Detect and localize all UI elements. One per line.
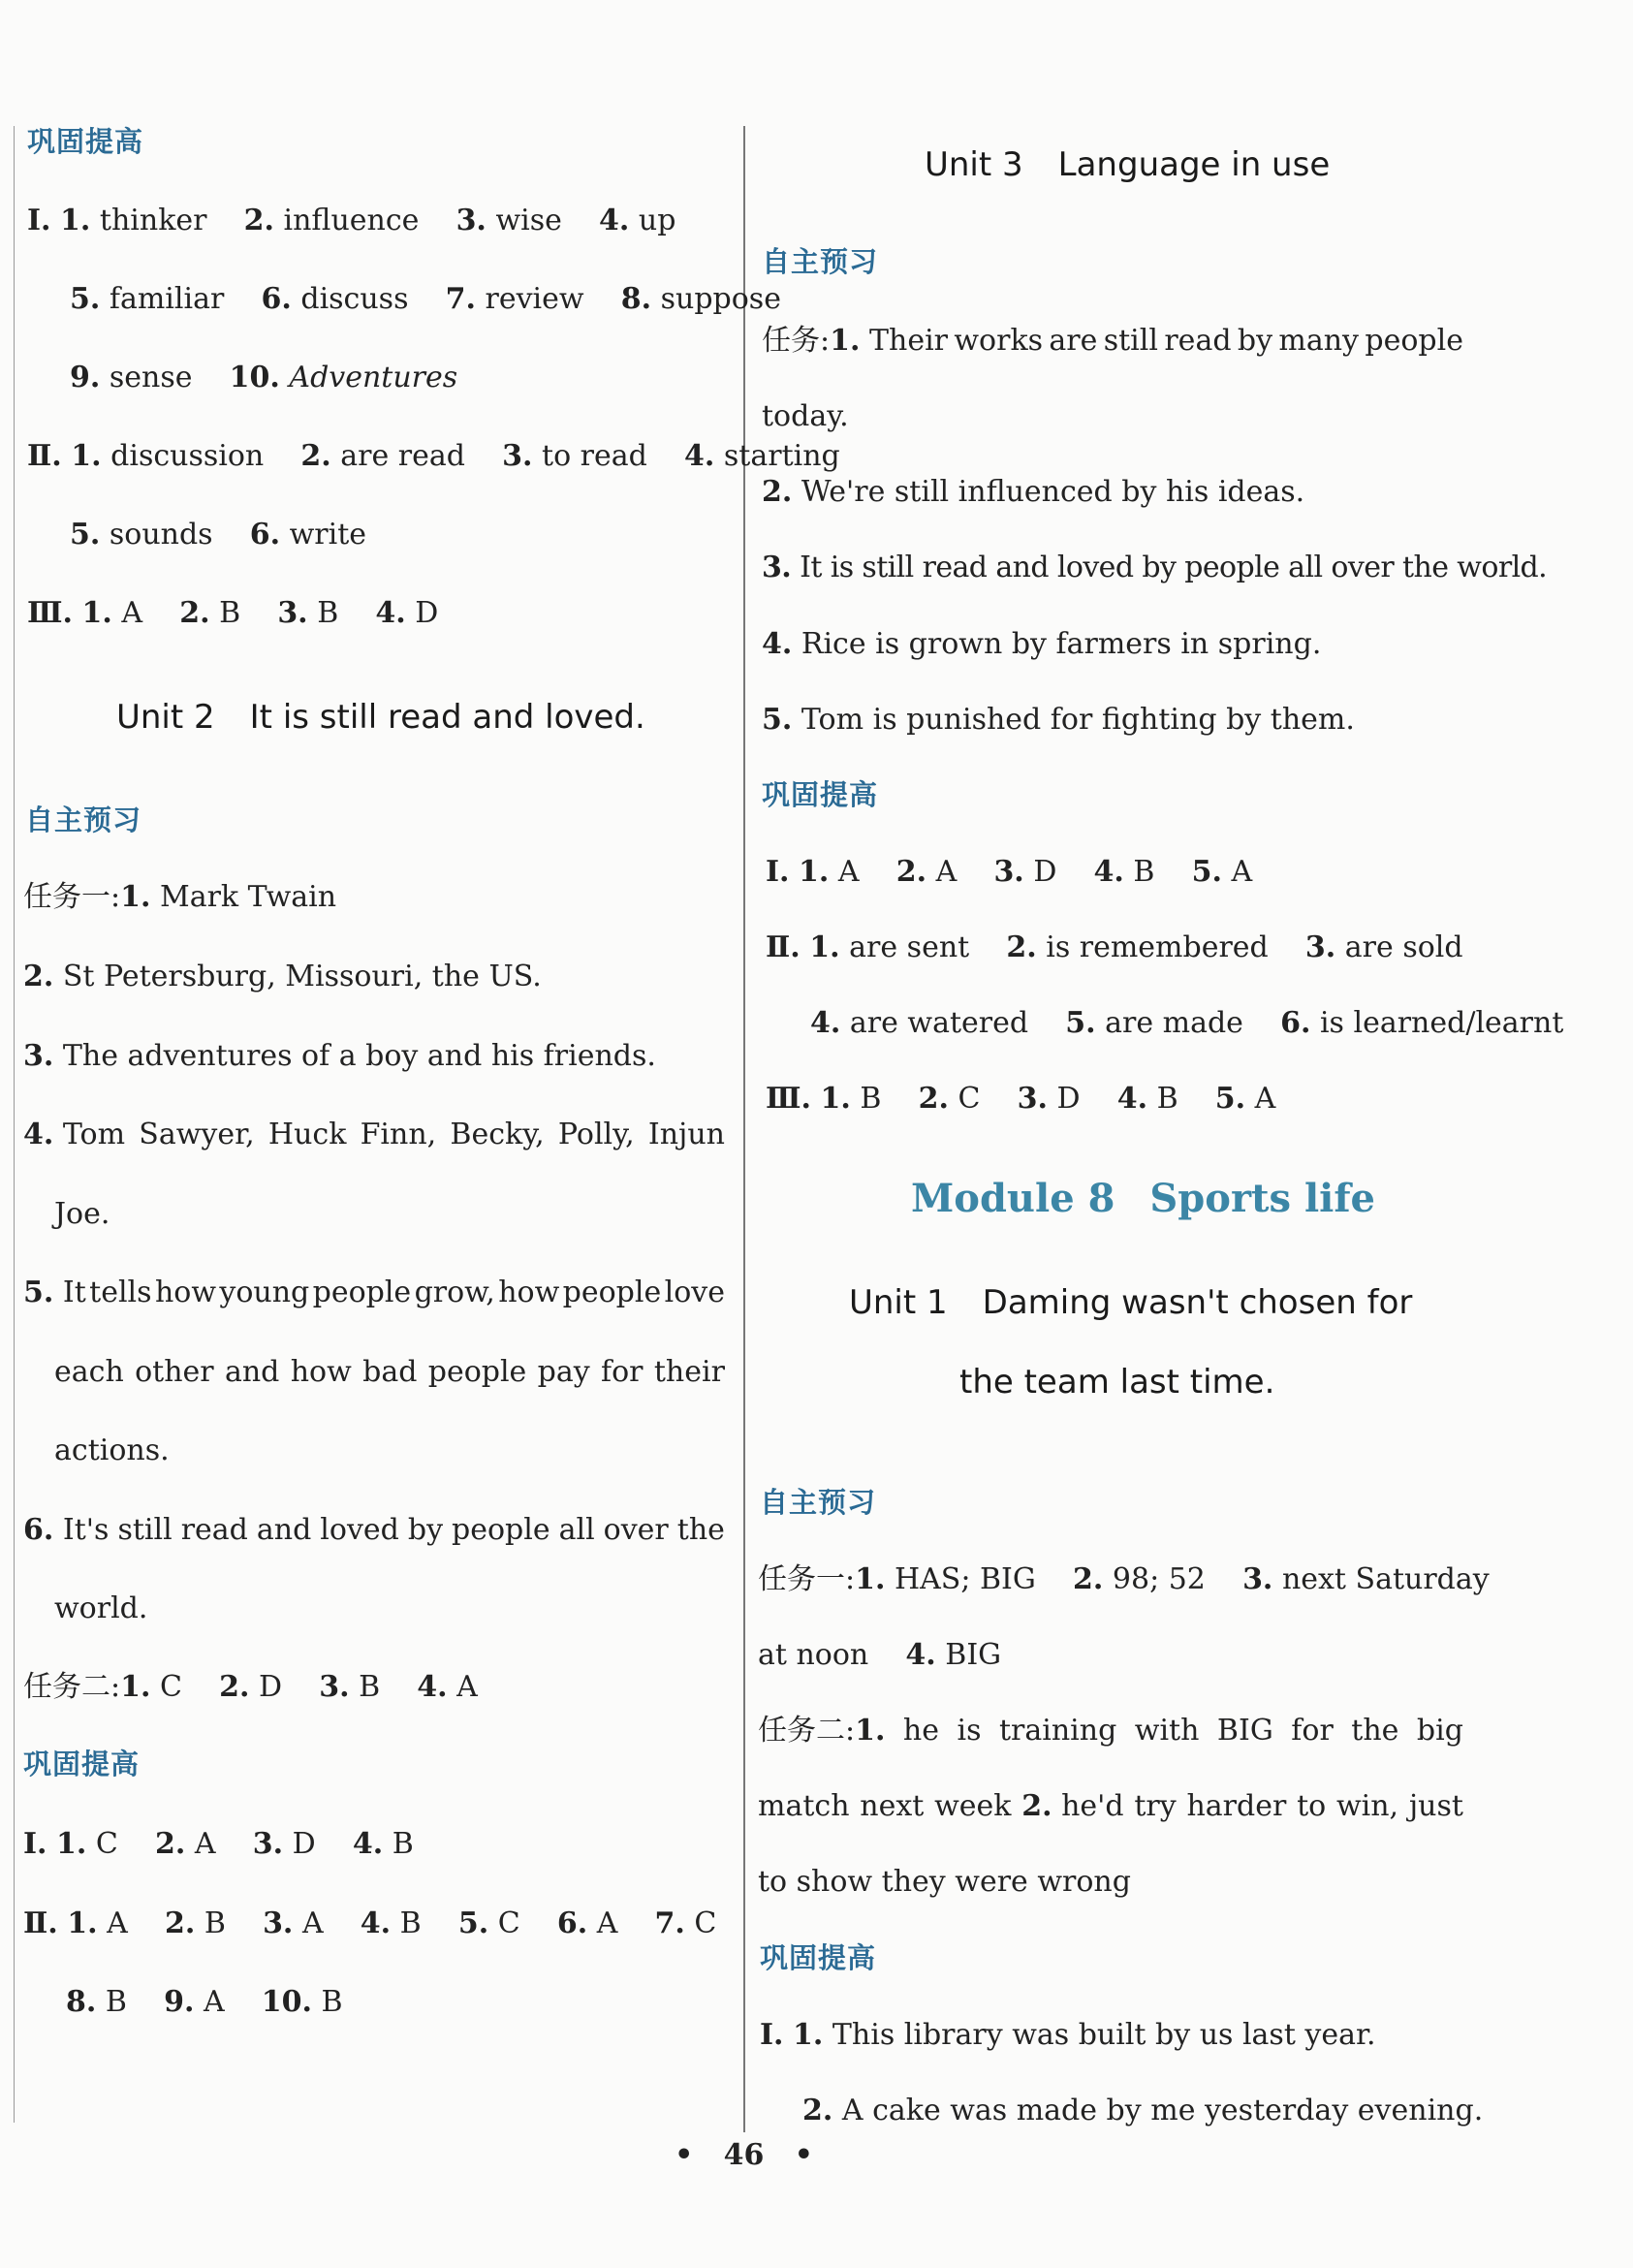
answer-line: Ⅱ. 1. A 2. B 3. A 4. B 5. C 6. A 7. C xyxy=(23,1906,717,1940)
answer-line: 任务一:1. HAS; BIG 2. 98; 52 3. next Saturday xyxy=(758,1562,1490,1596)
section-heading-preview: 自主预习 xyxy=(25,803,142,836)
answer-line: at noon 4. BIG xyxy=(758,1638,1002,1672)
answer-line: 3. It is still read and loved by people all over the world. xyxy=(762,551,1548,584)
answer-line: Ⅰ. 1. C 2. A 3. D 4. B xyxy=(23,1827,414,1861)
module-heading: Module 8 Sports life xyxy=(911,1176,1375,1221)
section-heading-consolidate: 巩固提高 xyxy=(23,1748,141,1780)
answer-line: 任务二:1. C 2. D 3. B 4. A xyxy=(23,1670,478,1704)
unit-heading-continued: the team last time. xyxy=(959,1363,1275,1402)
answer-line: Ⅱ. 1. are sent 2. is remembered 3. are sold xyxy=(766,930,1463,964)
answer-line: 6. It's still read and loved by people all over the xyxy=(23,1513,725,1547)
section-heading-consolidate: 巩固提高 xyxy=(760,1941,877,1974)
unit-heading: Unit 1 Daming wasn't chosen for xyxy=(849,1283,1413,1322)
unit-heading: Unit 3 Language in use xyxy=(925,145,1331,184)
answer-line: 2. A cake was made by me yesterday evening. xyxy=(802,2094,1484,2127)
answer-line: Ⅰ. 1. This library was built by us last year. xyxy=(760,2018,1376,2052)
answer-line: 5. It tells how young people grow, how people love xyxy=(23,1276,725,1309)
answer-line: each other and how bad people pay for their xyxy=(54,1355,725,1389)
answer-line: 4. Tom Sawyer, Huck Finn, Becky, Polly, Injun xyxy=(23,1118,725,1151)
answer-line: 2. We're still influenced by his ideas. xyxy=(762,475,1305,509)
answer-line: 9. sense 10. Adventures xyxy=(70,361,458,394)
answer-line: today. xyxy=(762,399,849,433)
answer-line: Ⅱ. 1. discussion 2. are read 3. to read 4. starting xyxy=(27,439,840,473)
answer-line: 5. sounds 6. write xyxy=(70,518,367,551)
answer-line: 5. familiar 6. discuss 7. review 8. suppose xyxy=(70,282,781,316)
answer-line: 5. Tom is punished for fighting by them. xyxy=(762,703,1355,737)
page-number: • 46 • xyxy=(675,2138,813,2172)
column-divider xyxy=(743,126,745,2132)
left-margin-rule xyxy=(14,126,15,2123)
answer-line: 任务二:1. he is training with BIG for the big xyxy=(758,1714,1463,1748)
answer-line: Ⅲ. 1. B 2. C 3. D 4. B 5. A xyxy=(766,1082,1276,1116)
section-heading-preview: 自主预习 xyxy=(760,1486,877,1519)
answer-line: 任务:1. Their works are still read by many people xyxy=(762,324,1463,358)
answer-line: 4. are watered 5. are made 6. is learned/learnt xyxy=(810,1006,1564,1040)
answer-line: 8. B 9. A 10. B xyxy=(66,1985,343,2019)
answer-line: actions. xyxy=(54,1433,170,1467)
answer-line: match next week 2. he'd try harder to win, just xyxy=(758,1789,1463,1823)
answer-line: world. xyxy=(54,1591,148,1625)
answer-line: 2. St Petersburg, Missouri, the US. xyxy=(23,960,542,993)
section-heading-consolidate: 巩固提高 xyxy=(762,778,879,811)
answer-line: Ⅰ. 1. A 2. A 3. D 4. B 5. A xyxy=(766,855,1253,889)
answer-line: Ⅰ. 1. thinker 2. influence 3. wise 4. up xyxy=(27,204,676,237)
answer-line: Ⅲ. 1. A 2. B 3. B 4. D xyxy=(27,596,439,630)
unit-heading: Unit 2 It is still read and loved. xyxy=(116,698,645,737)
answer-line: 任务一:1. Mark Twain xyxy=(23,880,337,914)
answer-line: Joe. xyxy=(54,1197,110,1231)
answer-line: to show they were wrong xyxy=(758,1865,1131,1899)
section-heading-consolidate: 巩固提高 xyxy=(27,125,144,158)
answer-line: 3. The adventures of a boy and his friends. xyxy=(23,1039,656,1073)
answer-line: 4. Rice is grown by farmers in spring. xyxy=(762,627,1322,661)
section-heading-preview: 自主预习 xyxy=(762,245,879,278)
